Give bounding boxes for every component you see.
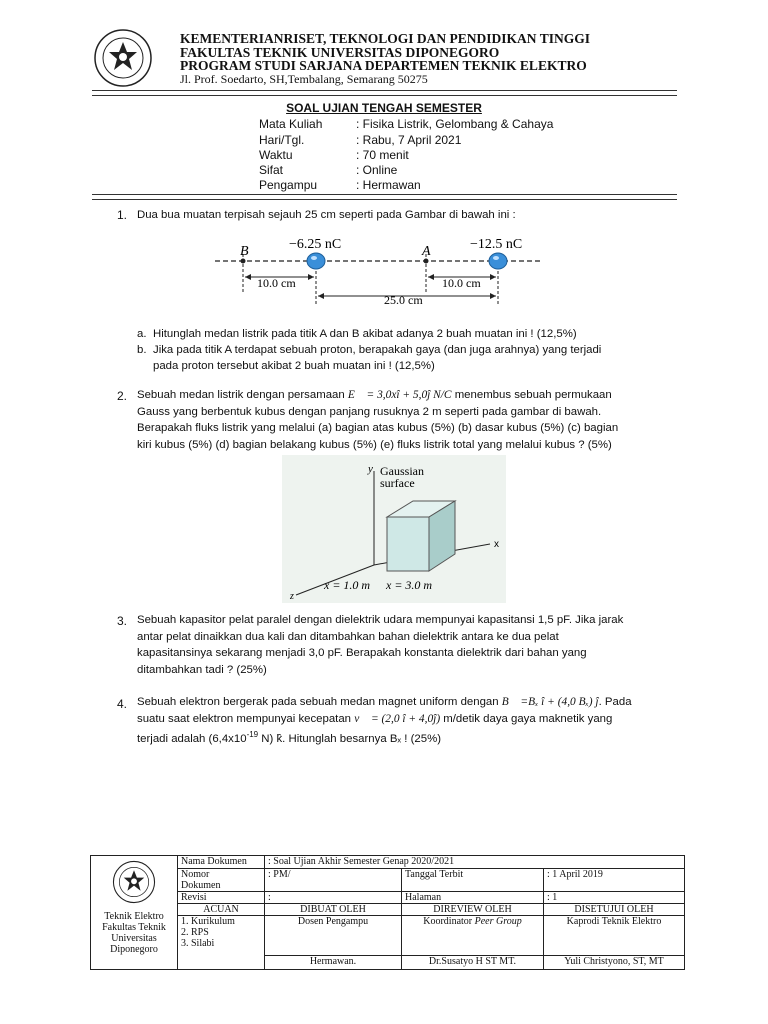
- setuju-role: Kaprodi Teknik Elektro: [544, 916, 685, 956]
- review-name: Dr.Susatyo H ST MT.: [402, 956, 544, 970]
- question-3-text: [137, 612, 679, 678]
- university-logo: [93, 28, 153, 88]
- dibuat-role: Dosen Pengampu: [265, 916, 402, 956]
- doc-name-label: Nama Dokumen: [178, 856, 265, 869]
- distance-3: 25.0 cm: [384, 293, 423, 307]
- text-line: antar pelat dinaikkan dua kali dan ditambahkan bahan dielektrik antara ke dua pelat: [137, 630, 559, 643]
- exponent: -19: [246, 730, 259, 739]
- question-4-text: [137, 694, 679, 747]
- institution-line: Fakultas Teknik: [102, 922, 166, 933]
- doc-number-value: : PM/: [265, 869, 402, 892]
- text-segment: Sebuah elektron bergerak pada sebuah medan magnet uniform dengan: [137, 696, 502, 708]
- acuan-list: [178, 916, 265, 970]
- question-1b: [137, 342, 682, 374]
- review-role: Koordinator Peer Group: [402, 916, 544, 956]
- meta-label: Sifat: [259, 163, 284, 177]
- distance-2: 10.0 cm: [442, 276, 481, 290]
- meta-value: : 70 menit: [356, 148, 409, 162]
- question-2-text: [137, 387, 679, 453]
- subitem-label: a.: [137, 328, 147, 340]
- meta-label: Waktu: [259, 148, 293, 162]
- gaussian-label: Gaussian: [380, 464, 424, 478]
- revision-value: :: [265, 892, 402, 904]
- text-line: ditambahkan tadi ? (25%): [137, 663, 267, 676]
- text-segment: menembus sebuah permukaan: [451, 389, 612, 401]
- text-line: Sebuah kapasitor pelat paralel dengan dielektrik udara mempunyai kapasitansi 1,5 pF. Jika jarak: [137, 614, 624, 626]
- charges-figure: [200, 232, 560, 308]
- charge-1: [307, 253, 325, 269]
- subitem-text: Jika pada titik A terdapat sebuah proton, berapakah gaya (dan juga arahnya) yang terjadi: [153, 344, 602, 356]
- issue-date-value: : 1 April 2019: [544, 869, 685, 892]
- charge-1-value: −6.25 nC: [289, 237, 342, 252]
- gaussian-cube-figure: [282, 455, 506, 603]
- question-number: 4.: [117, 697, 128, 711]
- meta-value: : Rabu, 7 April 2021: [356, 133, 462, 147]
- subitem-label: b.: [137, 344, 147, 356]
- question-1a: [137, 326, 682, 342]
- page-label: Halaman: [402, 892, 544, 904]
- exam-title: SOAL UJIAN TENGAH SEMESTER: [286, 101, 482, 115]
- divider: [92, 90, 677, 96]
- doc-name-value: : Soal Ujian Akhir Semester Genap 2020/2021: [265, 856, 685, 869]
- subitem-text: pada proton tersebut akibat 2 buah muatan ini ! (12,5%): [153, 360, 435, 372]
- issue-date-label: Tanggal Terbit: [402, 869, 544, 892]
- z-axis-label: z: [290, 591, 294, 602]
- acuan-item: 3. Silabi: [181, 938, 215, 949]
- institution-line: Universitas: [111, 933, 157, 944]
- question-number: 2.: [117, 389, 128, 403]
- text-line: Gauss yang berbentuk kubus dengan panjang rusuknya 2 m seperti pada gambar di bawah.: [137, 405, 602, 418]
- ministry-name: KEMENTERIANRISET, TEKNOLOGI DAN PENDIDIKAN TINGGI: [180, 31, 590, 46]
- footer-logo: [112, 860, 156, 904]
- label-b: B: [240, 244, 249, 259]
- col-acuan: ACUAN: [178, 904, 265, 916]
- surface-label: surface: [380, 476, 415, 490]
- institution-cell: [91, 856, 178, 970]
- meta-value: : Fisika Listrik, Gelombang & Cahaya: [356, 117, 554, 131]
- dibuat-name: Hermawan.: [265, 956, 402, 970]
- text-line: Berapakah fluks listrik yang melalui (a) bagian atas kubus (5%) (b) dasar kubus (5%) (c) bagian: [137, 422, 619, 434]
- x-axis-label: x: [494, 539, 499, 550]
- faculty-name: FAKULTAS TEKNIK UNIVERSITAS DIPONEGORO: [180, 45, 500, 60]
- text-line: kapasitansinya sekarang menjadi 3,0 pF. Berapakah konstanta dielektrik dari bahan yang: [137, 647, 587, 659]
- institution-line: Diponegoro: [110, 944, 158, 955]
- equation: E⃗ = 3,0xî + 5,0ĵ N/C: [347, 389, 452, 401]
- acuan-item: 2. RPS: [181, 927, 209, 938]
- text-segment: Sebuah medan listrik dengan persamaan: [137, 389, 348, 401]
- x1-label: x = 1.0 m: [324, 578, 371, 592]
- meta-label: Hari/Tgl.: [259, 133, 305, 147]
- label-a: A: [422, 244, 431, 259]
- address: Jl. Prof. Soedarto, SH,Tembalang, Semarang 50275: [180, 72, 428, 86]
- subitem-text: Hitunglah medan listrik pada titik A dan B akibat adanya 2 buah muatan ini ! (12,5%): [153, 328, 577, 340]
- meta-value: : Online: [356, 163, 398, 177]
- revision-label: Revisi: [178, 892, 265, 904]
- text-segment: N) k̂. Hitunglah besarnya Bₓ ! (25%): [258, 732, 442, 745]
- institution-line: Teknik Elektro: [104, 911, 164, 922]
- text-segment: terjadi adalah (6,4x10: [137, 732, 247, 745]
- text-segment: suatu saat elektron mempunyai kecepatan: [137, 712, 355, 725]
- equation: v⃗ = (2,0 î + 4,0ĵ): [354, 712, 441, 725]
- charge-2: [489, 253, 507, 269]
- document-info-table: [90, 855, 685, 970]
- page-value: : 1: [544, 892, 685, 904]
- meta-label: Pengampu: [259, 178, 318, 192]
- question-number: 3.: [117, 614, 128, 628]
- program-name: PROGRAM STUDI SARJANA DEPARTEMEN TEKNIK ELEKTRO: [180, 58, 587, 73]
- y-axis-label: y: [368, 463, 373, 475]
- equation: B⃗ =Bₓ î + (4,0 Bₓ) ĵ: [501, 696, 599, 708]
- text-line: kiri kubus (5%) (d) bagian belakang kubus (5%) (e) fluks listrik total yang melalui kubus ? (5%): [137, 438, 612, 451]
- text-segment: . Pada: [598, 696, 632, 708]
- divider: [92, 194, 677, 200]
- charge-2-value: −12.5 nC: [470, 237, 523, 252]
- distance-1: 10.0 cm: [257, 276, 296, 290]
- setuju-name: Yuli Christyono, ST, MT: [544, 956, 685, 970]
- acuan-item: 1. Kurikulum: [181, 916, 235, 927]
- doc-number-label: Nomor Dokumen: [178, 869, 265, 892]
- text-segment: m/detik daya gaya maknetik yang: [440, 712, 613, 725]
- meta-label: Mata Kuliah: [259, 117, 323, 131]
- x3-label: x = 3.0 m: [386, 578, 433, 592]
- col-review: DIREVIEW OLEH: [402, 904, 544, 916]
- question-number: 1.: [117, 208, 128, 222]
- question-1-text: Dua bua muatan terpisah sejauh 25 cm seperti pada Gambar di bawah ini :: [137, 209, 516, 221]
- col-setuju: DISETUJUI OLEH: [544, 904, 685, 916]
- col-dibuat: DIBUAT OLEH: [265, 904, 402, 916]
- meta-value: : Hermawan: [356, 178, 421, 192]
